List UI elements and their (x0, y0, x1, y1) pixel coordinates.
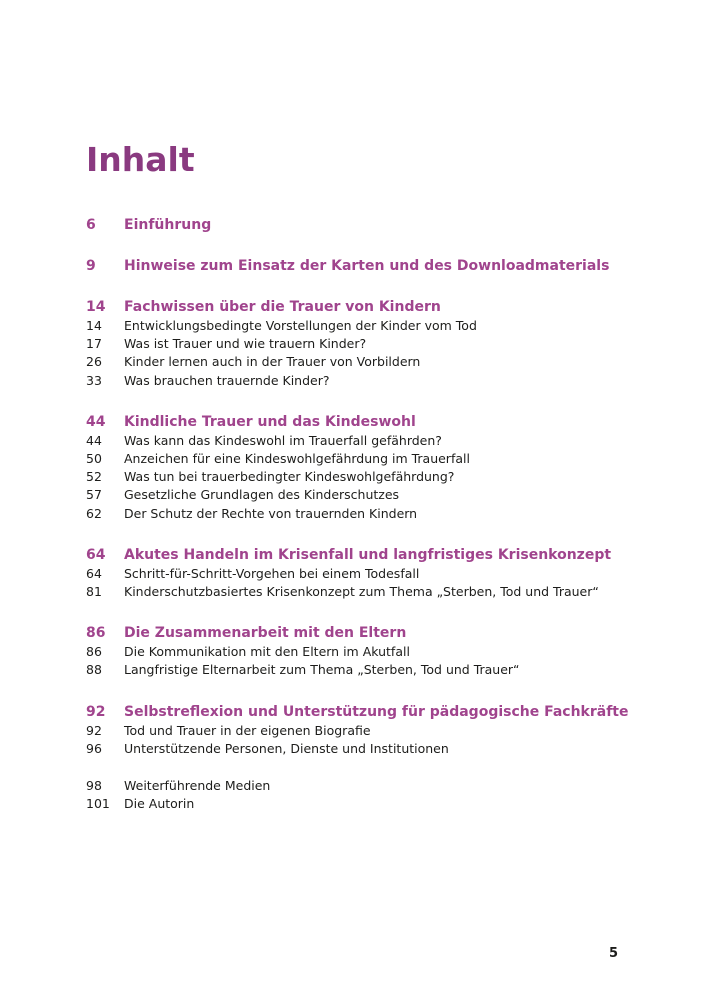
toc-chapter-heading[interactable] (86, 297, 646, 317)
entry-title: Die Kommunikation mit den Eltern im Akutfall (124, 644, 410, 660)
entry-title: Tod und Trauer in der eigenen Biografie (124, 722, 371, 738)
toc-entry[interactable] (86, 353, 646, 371)
entry-page-number: 17 (86, 336, 102, 352)
chapter-page-number: 14 (86, 299, 106, 315)
toc-chapter (86, 215, 646, 235)
chapter-page-number: 86 (86, 625, 106, 642)
entry-page-number: 98 (86, 778, 102, 794)
toc-chapter (86, 297, 646, 390)
toc-chapter (86, 545, 646, 601)
chapter-title: Fachwissen über die Trauer von Kindern (124, 299, 441, 315)
toc-chapter-heading[interactable] (86, 412, 646, 432)
toc-entry[interactable] (86, 468, 646, 486)
toc-chapter-heading[interactable] (86, 545, 646, 565)
entry-title: Unterstützende Personen, Dienste und Institutionen (124, 740, 449, 756)
entry-page-number: 57 (86, 487, 102, 503)
page-title: Inhalt (86, 140, 195, 179)
entry-page-number: 62 (86, 505, 102, 521)
entry-title: Was ist Trauer und wie trauern Kinder? (124, 336, 367, 352)
entry-page-number: 50 (86, 451, 102, 467)
entry-title: Was tun bei trauerbedingter Kindeswohlgefährdung? (124, 469, 455, 485)
toc-chapter-heading[interactable] (86, 623, 646, 643)
page-number: 5 (609, 946, 619, 961)
entry-page-number: 26 (86, 354, 102, 370)
entry-title: Weiterführende Medien (124, 778, 271, 794)
chapter-page-number: 44 (86, 413, 106, 430)
toc-entry[interactable] (86, 740, 646, 758)
toc-entry[interactable] (86, 432, 646, 450)
toc-entry[interactable] (86, 722, 646, 740)
entry-title: Kinder lernen auch in der Trauer von Vorbildern (124, 354, 421, 370)
toc-entry[interactable] (86, 565, 646, 583)
entry-page-number: 101 (86, 796, 110, 812)
entry-page-number: 96 (86, 740, 102, 756)
toc-entry[interactable] (86, 335, 646, 353)
toc-entry[interactable] (86, 795, 646, 813)
toc-chapter (86, 623, 646, 679)
entry-title: Der Schutz der Rechte von trauernden Kindern (124, 505, 418, 521)
entry-title: Schritt-für-Schritt-Vorgehen bei einem Todesfall (124, 565, 420, 581)
toc-entry[interactable] (86, 505, 646, 523)
toc-chapter (86, 256, 646, 276)
toc-entry[interactable] (86, 661, 646, 679)
chapter-page-number: 9 (86, 258, 96, 274)
entry-page-number: 14 (86, 318, 102, 333)
table-of-contents (86, 215, 646, 813)
entry-title: Gesetzliche Grundlagen des Kinderschutzes (124, 487, 400, 503)
entry-page-number: 44 (86, 432, 102, 448)
entry-page-number: 86 (86, 644, 102, 660)
chapter-title: Hinweise zum Einsatz der Karten und des Downloadmaterials (124, 258, 610, 274)
entry-title: Kinderschutzbasiertes Krisenkonzept zum Thema „Sterben, Tod und Trauer“ (124, 584, 599, 600)
toc-chapter (86, 412, 646, 523)
chapter-title: Kindliche Trauer und das Kindeswohl (124, 413, 416, 430)
entry-page-number: 88 (86, 662, 102, 678)
toc-entry[interactable] (86, 643, 646, 661)
entry-title: Anzeichen für eine Kindeswohlgefährdung im Trauerfall (124, 451, 470, 467)
entry-page-number: 64 (86, 565, 102, 581)
entry-page-number: 92 (86, 722, 102, 738)
chapter-title: Einführung (124, 217, 212, 233)
chapter-page-number: 6 (86, 217, 96, 233)
toc-entry[interactable] (86, 450, 646, 468)
toc-entry[interactable] (86, 317, 646, 335)
chapter-title: Akutes Handeln im Krisenfall und langfristiges Krisenkonzept (124, 546, 612, 563)
toc-entry[interactable] (86, 486, 646, 504)
toc-chapter-heading[interactable] (86, 215, 646, 235)
toc-entry[interactable] (86, 372, 646, 390)
toc-entry[interactable] (86, 777, 646, 795)
toc-chapter-heading[interactable] (86, 702, 646, 722)
entry-page-number: 52 (86, 469, 102, 485)
entry-title: Die Autorin (124, 796, 195, 812)
entry-title: Entwicklungsbedingte Vorstellungen der Kinder vom Tod (124, 318, 477, 333)
entry-title: Was kann das Kindeswohl im Trauerfall gefährden? (124, 432, 442, 448)
chapter-title: Die Zusammenarbeit mit den Eltern (124, 625, 407, 642)
toc-chapter-heading[interactable] (86, 256, 646, 276)
toc-back-matter (86, 777, 646, 813)
toc-entry[interactable] (86, 583, 646, 601)
entry-title: Langfristige Elternarbeit zum Thema „Sterben, Tod und Trauer“ (124, 662, 520, 678)
toc-chapter (86, 702, 646, 758)
chapter-title: Selbstreflexion und Unterstützung für pädagogische Fachkräfte (124, 703, 629, 720)
chapter-page-number: 64 (86, 546, 106, 563)
chapter-page-number: 92 (86, 703, 106, 720)
entry-title: Was brauchen trauernde Kinder? (124, 372, 330, 388)
entry-page-number: 33 (86, 372, 102, 388)
entry-page-number: 81 (86, 584, 102, 600)
